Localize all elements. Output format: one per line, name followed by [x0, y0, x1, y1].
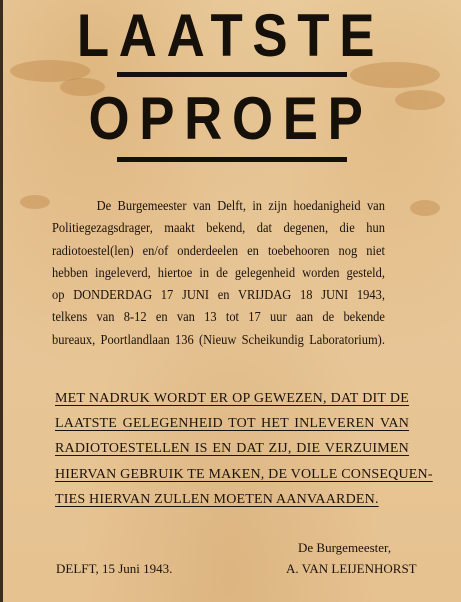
- body-line: bureaux, Poortlandlaan 136 (Nieuw Scheikundig Laboratorium).: [52, 331, 385, 347]
- emphasis-line: MET NADRUK WORDT ER OP GEWEZEN, DAT DIT DE: [55, 391, 409, 406]
- headline-rule-bottom: [117, 157, 347, 162]
- headline-oproep: OPROEP: [88, 85, 373, 152]
- body-line: radiotoestel(len) en/of onderdeelen en toebehooren nog niet: [52, 242, 385, 258]
- emphasis-line: HIERVAN GEBRUIK TE MAKEN, DE VOLLE CONSEQUEN-: [55, 466, 433, 482]
- signature-name: A. VAN LEIJENHORST: [286, 561, 417, 576]
- announcement-body: [52, 195, 385, 351]
- emphasis-line: RADIOTOESTELLEN IS EN DAT ZIJ, DIE VERZUIMEN: [55, 441, 409, 457]
- body-line: De Burgemeester van Delft, in zijn hoedanigheid van: [96, 198, 385, 213]
- signature-title: De Burgemeester,: [298, 540, 392, 555]
- scan-edge: [0, 0, 3, 602]
- body-line: hebben ingeleverd, hiertoe in de gelegenheid worden gesteld,: [52, 264, 385, 280]
- emphasis-notice: [55, 386, 433, 512]
- body-line: Politiegezagsdrager, maakt bekend, dat degenen, die hun: [52, 220, 385, 236]
- body-line: op DONDERDAG 17 JUNI en VRIJDAG 18 JUNI 1943,: [52, 287, 385, 303]
- place-date: DELFT, 15 Juni 1943.: [56, 561, 173, 576]
- headline-laatste: LAATSTE: [76, 2, 385, 69]
- emphasis-line: TIES HIERVAN ZULLEN MOETEN AANVAARDEN.: [55, 491, 379, 507]
- body-line: telkens van 8-12 en van 13 tot 17 uur aan de bekende: [52, 309, 385, 325]
- headline-rule-top: [117, 72, 347, 77]
- paper-stain: [410, 200, 440, 216]
- emphasis-line: LAATSTE GELEGENHEID TOT HET INLEVEREN VAN: [55, 416, 409, 432]
- paper-stain: [20, 195, 50, 209]
